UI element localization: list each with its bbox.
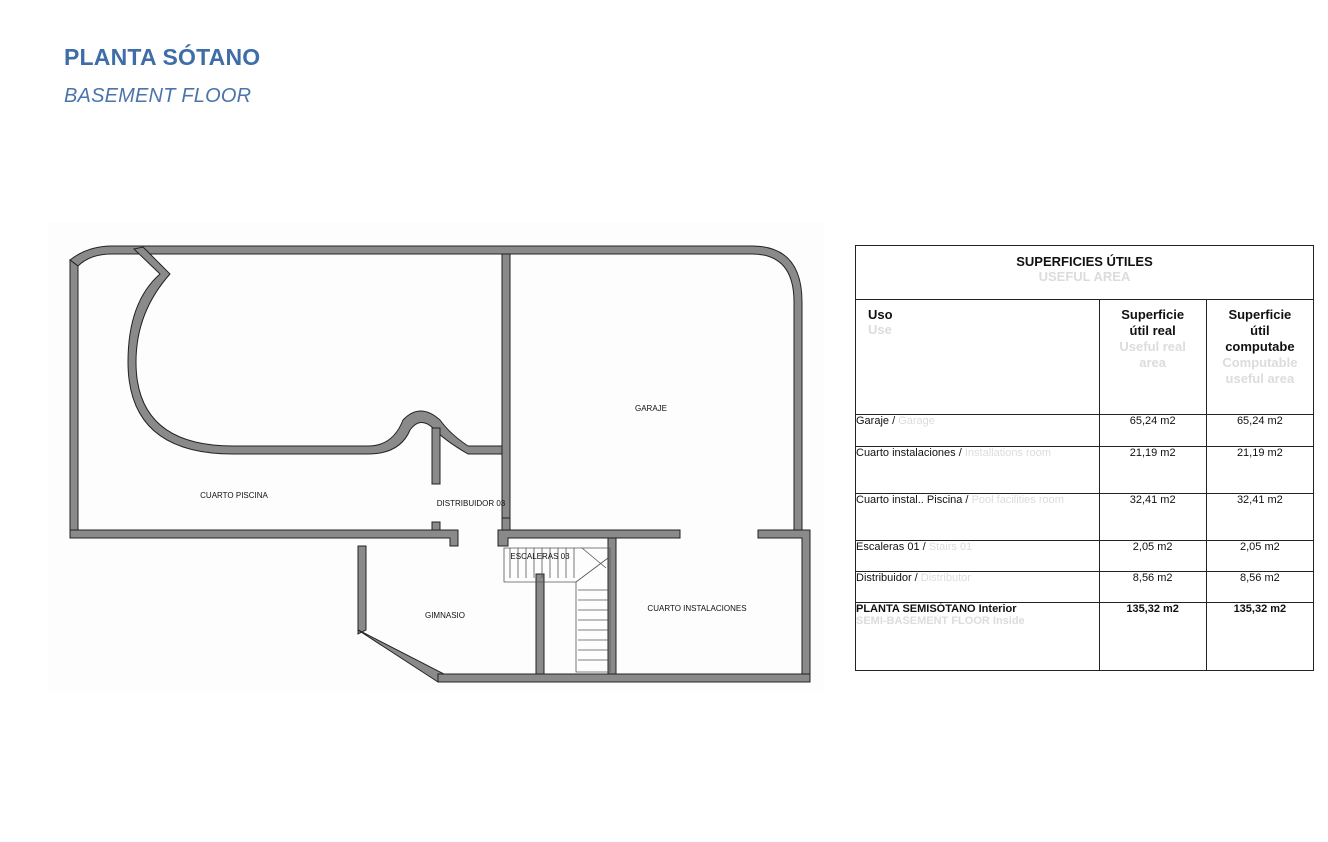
row-computable: 65,24 m2: [1206, 415, 1313, 447]
room-label-gimnasio: GIMNASIO: [424, 611, 466, 620]
wall-gym-left: [358, 546, 366, 634]
row-use-es: Cuarto instalaciones /: [856, 447, 965, 459]
table-column-headers: [856, 300, 1314, 415]
row-use-en: Installations room: [964, 447, 1052, 459]
total-use-es: PLANTA SEMISÓTANO Interior: [856, 603, 1017, 615]
row-computable: 32,41 m2: [1206, 494, 1313, 541]
column-comp-line2: útil: [1250, 323, 1270, 338]
room-label-cuarto-instalaciones: CUARTO INSTALACIONES: [647, 604, 747, 613]
row-real: 21,19 m2: [1099, 447, 1206, 494]
row-use-es: Cuarto instal.. Piscina /: [856, 494, 972, 506]
wall-stairs-top: [498, 530, 680, 546]
column-header-use: [856, 300, 1100, 415]
column-use-label-en: Use: [868, 322, 892, 337]
row-use-en: Pool facilities room: [971, 494, 1064, 506]
row-use: [856, 447, 1100, 494]
outer-wall-bottom-left: [70, 530, 458, 546]
wall-gym-diagonal: [358, 630, 444, 682]
column-comp-en-line1: Computable: [1222, 355, 1298, 370]
pool-wall: [128, 247, 506, 454]
table-title-cell: [856, 246, 1314, 300]
room-label-cuarto-piscina: CUARTO PISCINA: [200, 491, 268, 500]
row-real: 8,56 m2: [1099, 572, 1206, 603]
page-subtitle: BASEMENT FLOOR: [64, 85, 252, 107]
row-use-en: Stairs 01: [928, 541, 973, 553]
row-use-en: Distributor: [920, 572, 971, 584]
wall-gym-stairs: [536, 574, 544, 674]
column-real-line1: Superficie: [1121, 307, 1185, 322]
table-row: [856, 541, 1314, 572]
row-computable: 2,05 m2: [1206, 541, 1313, 572]
total-computable: 135,32 m2: [1206, 603, 1313, 671]
row-use-es: Garaje /: [856, 415, 899, 427]
total-use-en: SEMI-BASEMENT FLOOR Inside: [856, 615, 1025, 627]
row-real: 2,05 m2: [1099, 541, 1206, 572]
table-title-en: USEFUL AREA: [1038, 269, 1131, 284]
row-computable: 8,56 m2: [1206, 572, 1313, 603]
table-row: [856, 447, 1314, 494]
room-label-distribuidor: DISTRIBUIDOR 03: [436, 499, 506, 508]
floor-plan: [48, 222, 824, 692]
table-title: SUPERFICIES ÚTILES: [1016, 254, 1153, 269]
wall-stairs-right: [608, 538, 616, 674]
column-comp-en-line2: useful area: [1225, 371, 1295, 386]
row-use-es: Distribuidor /: [856, 572, 921, 584]
row-use-en: Garage: [898, 415, 935, 427]
wall-right-bottom-step: [758, 530, 810, 682]
wall-bottom: [438, 674, 810, 682]
column-comp-line1: Superficie: [1228, 307, 1292, 322]
outer-wall-top: [70, 246, 802, 530]
column-use-label: Uso: [868, 307, 893, 322]
column-real-en-line2: area: [1139, 355, 1167, 370]
wall-distributor: [432, 428, 440, 484]
room-label-garaje: GARAJE: [634, 404, 668, 413]
outer-wall-left: [70, 260, 78, 530]
row-use: [856, 494, 1100, 541]
row-computable: 21,19 m2: [1206, 447, 1313, 494]
column-header-computable: [1206, 300, 1313, 415]
stairs: [504, 548, 610, 672]
total-use: [856, 603, 1100, 671]
table-header-row: [856, 246, 1314, 300]
wall-stub-1: [432, 522, 440, 530]
table-row: [856, 415, 1314, 447]
column-header-real: [1099, 300, 1206, 415]
room-label-escaleras: ESCALERAS 03: [510, 552, 570, 561]
row-use: [856, 541, 1100, 572]
floor-plan-drawing: [48, 222, 824, 692]
column-real-line2: útil real: [1129, 323, 1176, 338]
total-real: 135,32 m2: [1099, 603, 1206, 671]
row-real: 32,41 m2: [1099, 494, 1206, 541]
row-use-es: Escaleras 01 /: [856, 541, 929, 553]
column-comp-line3: computabe: [1225, 339, 1295, 354]
page-title: PLANTA SÓTANO: [64, 44, 261, 70]
row-real: 65,24 m2: [1099, 415, 1206, 447]
row-use: [856, 572, 1100, 603]
table-total-row: [856, 603, 1314, 671]
column-real-en-line1: Useful real: [1119, 339, 1186, 354]
row-use: [856, 415, 1100, 447]
table-row: [856, 494, 1314, 541]
table-row: [856, 572, 1314, 603]
useful-area-table: [855, 245, 1314, 671]
wall-pool-garage: [502, 254, 510, 518]
